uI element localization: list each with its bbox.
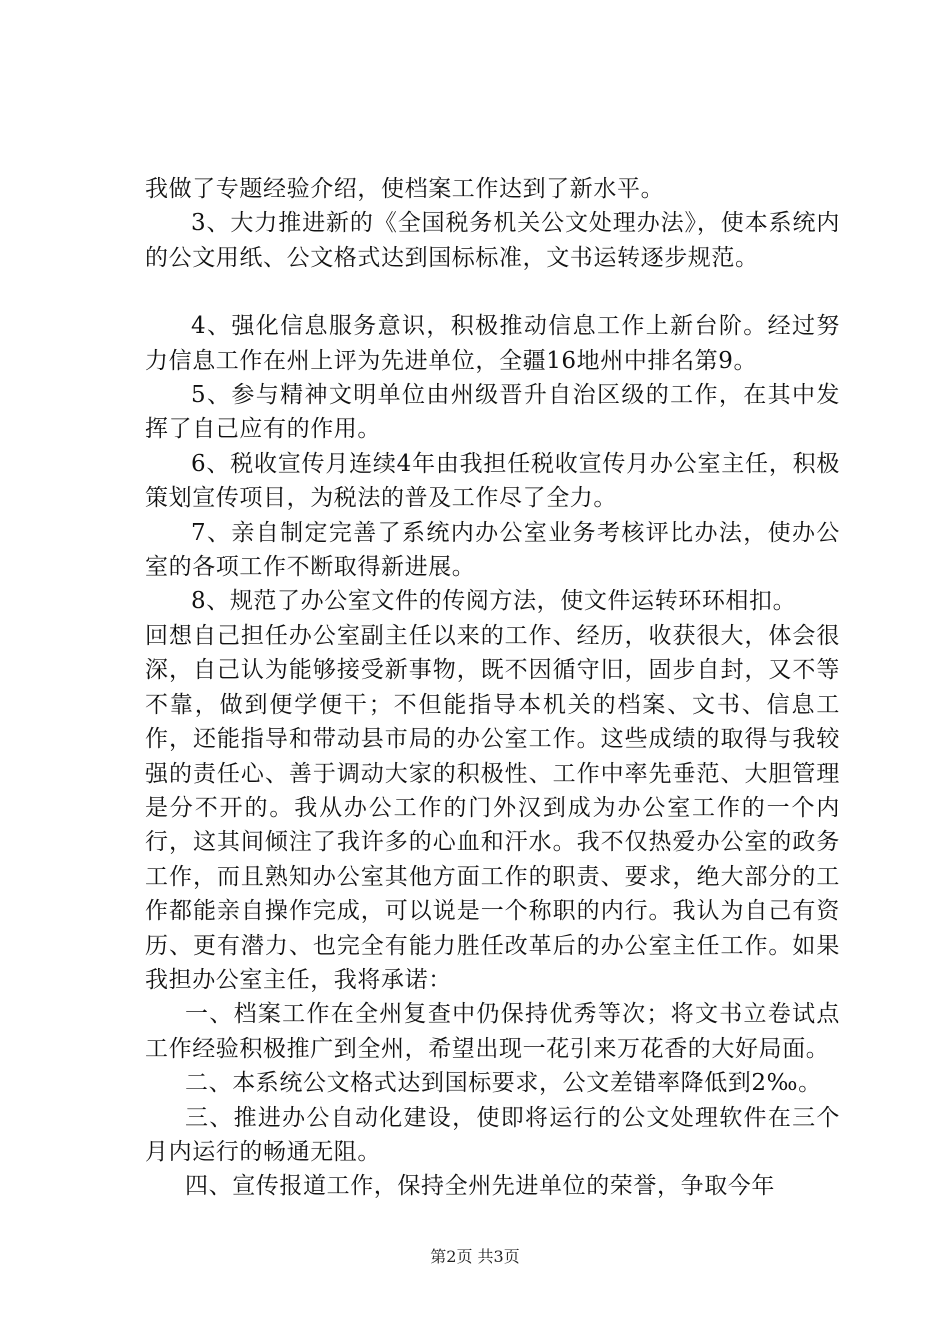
page-footer: [0, 1244, 950, 1267]
paragraph-item-4: 4、强化信息服务意识，积极推动信息工作上新台阶。经过努力信息工作在州上评为先进单位，全疆16地州中排名第9。: [145, 313, 840, 374]
paragraph-item-3: 3、大力推进新的《全国税务机关公文处理办法》，使本系统内的公文用纸、公文格式达到国标标准，文书运转逐步规范。: [145, 210, 840, 271]
document-body: [145, 172, 840, 1204]
page-number-label: 第2页 共3页: [430, 1247, 520, 1266]
paragraph-continuation: 我做了专题经验介绍，使档案工作达到了新水平。: [145, 176, 665, 202]
paragraph-item-8: 8、规范了办公室文件的传阅方法，使文件运转环环相扣。: [191, 588, 797, 615]
paragraph-summary: 回想自己担任办公室副主任以来的工作、经历，收获很大，体会很深，自己认为能够接受新事物，既不因循守旧，固步自封，又不等不靠，做到便学便干；不但能指导本机关的档案、文书、信息工作，还能指导和带动县市局的办公室工作。这些成绩的取得与我较强的责任心、善于调动大家的积极性、工作中率先垂范、大胆管理是分不开的。我从办公工作的门外汉到成为办公室工作的一个内行，这其间倾注了我许多的心血和汗水。我不仅热爱办公室的政务工作，而且熟知办公室其他方面工作的职责、要求，绝大部分的工作都能亲自操作完成，可以说是一个称职的内行。我认为自己有资历、更有潜力、也完全有能力胜任改革后的办公室主任工作。如果我担办公室主任，我将承诺：: [145, 622, 840, 993]
paragraph-gap: [145, 275, 840, 309]
paragraph-item-7: 7、亲自制定完善了系统内办公室业务考核评比办法，使办公室的各项工作不断取得新进展。: [145, 519, 840, 581]
paragraph-item-5: 5、参与精神文明单位由州级晋升自治区级的工作，在其中发挥了自己应有的作用。: [145, 382, 840, 443]
paragraph-promise-4: 四、宣传报道工作，保持全州先进单位的荣誉，争取今年: [185, 1173, 775, 1200]
paragraph-promise-3: 三、推进办公自动化建设，使即将运行的公文处理软件在三个月内运行的畅通无阻。: [145, 1104, 840, 1165]
paragraph-promise-1: 一、档案工作在全州复查中仍保持优秀等次；将文书立卷试点工作经验积极推广到全州，希望出现一花引来万花香的大好局面。: [145, 1001, 840, 1062]
paragraph-promise-2: 二、本系统公文格式达到国标要求，公文差错率降低到2‰。: [185, 1070, 822, 1097]
paragraph-item-6: 6、税收宣传月连续4年由我担任税收宣传月办公室主任，积极策划宣传项目，为税法的普及工作尽了全力。: [145, 450, 840, 512]
